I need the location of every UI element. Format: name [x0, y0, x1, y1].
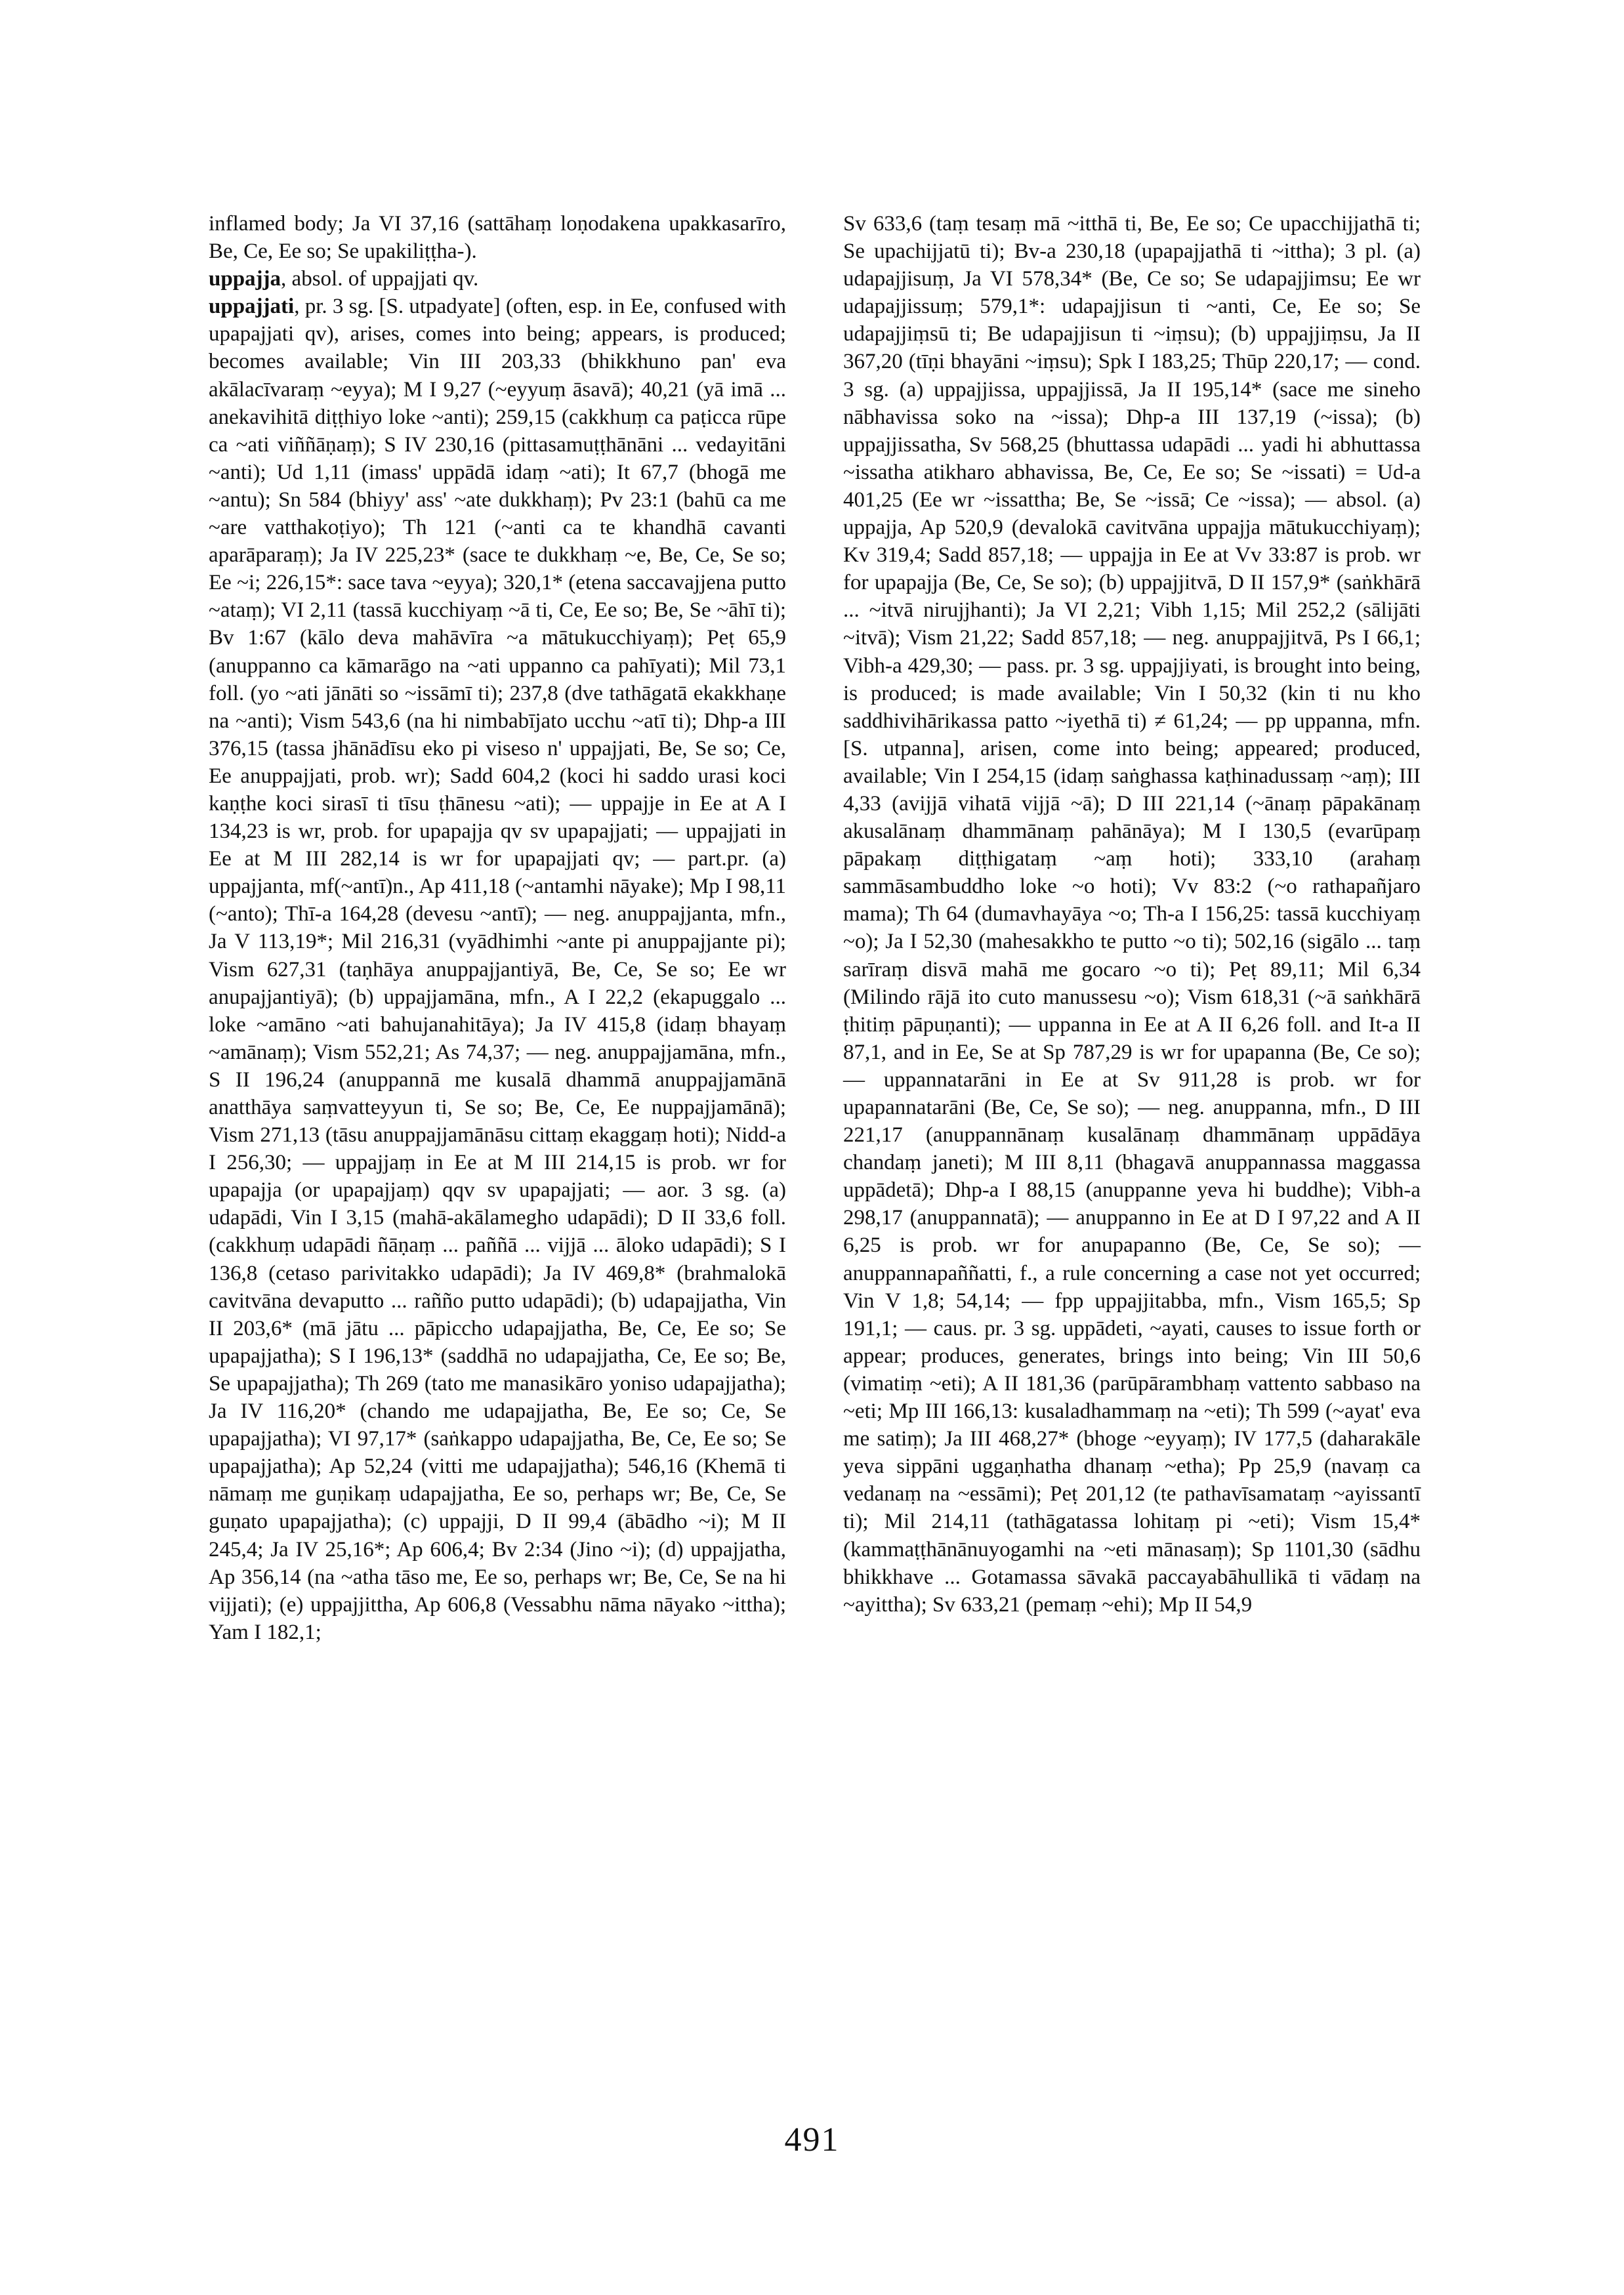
right-column-text: Sv 633,6 (taṃ tesaṃ mā ~itthā ti, Be, Ee so; Ce upacchijjathā ti; Se upachijjatū ti); Bv-a 230,18 (upapajjathā ti ~ittha); 3 pl. (a) udapajjisuṃ, Ja VI 578,34* (Be, Ce so; Se udapajjimsu; Ee wr udapajjissuṃ; 579,1*: udapajjisun ti ~anti, Ce, Ee so; Se udapajjiṃsū ti; Be udapajjisun ti ~iṃsu); (b) uppajjiṃsu, Ja II 367,20 (tīṇi bhayāni ~iṃsu); Spk I 183,25; Thūp 220,17; — cond. 3 sg. (a) uppajjissa, uppajjissā, Ja II 195,14* (sace me sineho nābhavissa soko na ~issa); Dhp-a III 137,19 (~issa); (b) uppajjissatha, Sv 568,25 (bhuttassa udapādi ... yadi hi abhuttassa ~issatha atikharo abhavissa, Be, Ce, Ee so; Se ~issati) = Ud-a 401,25 (Ee wr ~issattha; Be, Se ~issā; Ce ~issa); — absol. (a) uppajja, Ap 520,9 (devalokā cavitvāna uppajja mātukucchiyaṃ); Kv 319,4; Sadd 857,18; — uppajja in Ee at Vv 33:87 is prob. wr for upapajja (Be, Ce, Se so); (b) uppajjitvā, D II 157,9* (saṅkhārā ... ~itvā nirujjhanti); Ja VI 2,21; Vibh 1,15; Mil 252,2 (sālijāti ~itvā); Vism 21,22; Sadd 857,18; — neg. anuppajjitvā, Ps I 66,1; Vibh-a 429,30; — pass. pr. 3 sg. uppajjiyati, is brought into being, is produced; is made available; Vin I 50,32 (kin ti nu kho saddhivihārikassa patto ~iyethā ti) ≠ 61,24; — pp uppanna, mfn. [S. utpanna], arisen, come into being; appeared; produced, available; Vin I 254,15 (idaṃ saṅghassa kaṭhinadussaṃ ~aṃ); III 4,33 (avijjā vihatā vijjā ~ā); D III 221,14 (~ānaṃ pāpakānaṃ akusalānaṃ dhammānaṃ pahānāya); M I 130,5 (evarūpaṃ pāpakaṃ diṭṭhigataṃ ~aṃ hoti); 333,10 (arahaṃ sammāsambuddho loke ~o hoti); Vv 83:2 (~o rathapañjaro mama); Th 64 (dumavhayāya ~o; Th-a I 156,25: tassā kucchiyaṃ ~o); Ja I 52,30 (mahesakkho te putto ~o ti); 502,16 (sigālo ... taṃ sarīraṃ disvā mahā me gocaro ~o ti); Peṭ 89,11; Mil 6,34 (Milindo rājā ito cuto manussesu ~o); Vism 618,31 (~ā saṅkhārā ṭhitiṃ pāpuṇanti); — uppanna in Ee at A II 6,26 foll. and It-a II 87,1, and in Ee, Se at Sp 787,29 is wr for upapanna (Be, Ce so); — uppannatarāni in Ee at Sv 911,28 is prob. wr for upapannatarāni (Be, Ce, Se so); — neg. anuppanna, mfn., D III 221,17 (anuppannānaṃ kusalānaṃ dhammānaṃ uppādāya chandaṃ janeti); M III 8,11 (bhagavā anuppannassa maggassa uppādetā); Dhp-a I 88,15 (anuppanne yeva hi buddhe); Vibh-a 298,17 (anuppannatā); — anuppanno in Ee at D I 97,22 and A II 6,25 is prob. wr for anupapanno (Be, Ce, Se so); — anuppannapaññatti, f., a rule concerning a case not yet occurred; Vin V 1,8; 54,14; — fpp uppajjitabba, mfn., Vism 165,5; Sp 191,1; — caus. pr. 3 sg. uppādeti, ~ayati, causes to issue forth or appear; produces, generates, brings into being; Vin III 50,6 (vimatiṃ ~eti); A II 181,36 (parūpārambhaṃ vattento sabbaso na ~eti; Mp III 166,13: kusaladhammaṃ na ~eti); Th 599 (~ayat' eva me satiṃ); Ja III 468,27* (bhoge ~eyyaṃ); IV 177,5 (daharakāle yeva sippāni uggaṇhatha dhanaṃ ~etha); Pp 25,9 (navaṃ ca vedanaṃ na ~essāmi); Peṭ 201,12 (te pathavīsamataṃ ~ayissantī ti); Mil 214,11 (tathāgatassa lohitaṃ pi ~eti); Vism 15,4* (kammaṭṭhānānuyogamhi na ~eti mānasaṃ); Sp 1101,30 (sādhu bhikkhave ... Gotamassa sāvakā paccayabāhullikā ti vādaṃ na ~ayittha); Sv 633,21 (pemaṃ ~ehi); Mp II 54,9 — [843, 212, 1421, 1617]
entry-uppajjati — [209, 293, 786, 1646]
right-column — [843, 210, 1421, 1619]
entry-uppajja — [209, 265, 786, 293]
entry-uppajjati-body: , pr. 3 sg. [S. utpadyate] (often, esp. in Ee, confused with upapajjati qv), arises, comes into being; appears, is produced; becomes available; Vin III 203,33 (bhikkhuno pan' eva akālacīvaraṃ ~eyya); M I 9,27 (~eyyuṃ āsavā); 40,21 (yā imā ... anekavihitā diṭṭhiyo loke ~anti); 259,15 (cakkhuṃ ca paṭicca rūpe ca ~ati viññāṇaṃ); S IV 230,16 (pittasamuṭṭhānāni ... vedayitāni ~anti); Ud 1,11 (imass' uppādā idaṃ ~ati); It 67,7 (bhogā me ~antu); Sn 584 (bhiyy' ass' ~ate dukkhaṃ); Pv 23:1 (bahū ca me ~are vatthakoṭiyo); Th 121 (~anti ca te khandhā cavanti aparāparaṃ); Ja IV 225,23* (sace te dukkhaṃ ~e, Be, Ce, Se so; Ee ~i; 226,15*: sace tava ~eyya); 320,1* (etena saccavajjena putto ~ataṃ); VI 2,11 (tassā kucchiyaṃ ~ā ti, Ce, Ee so; Be, Se ~āhī ti); Bv 1:67 (kālo deva mahāvīra ~a mātukucchiyaṃ); Peṭ 65,9 (anuppanno ca kāmarāgo na ~ati uppanno ca pahīyati); Mil 73,1 foll. (yo ~ati jānāti so ~issāmī ti); 237,8 (dve tathāgatā ekakkhaṇe na ~anti); Vism 543,6 (na hi nimbabījato ucchu ~atī ti); Dhp-a III 376,15 (tassa jhānādīsu eko pi viseso n' uppajjati, Be, Se so; Ce, Ee anuppajjati, prob. wr); Sadd 604,2 (koci hi saddo urasi koci kaṇṭhe koci sirasī ti tīsu ṭhānesu ~ati); — uppajje in Ee at A I 134,23 is wr, prob. for upapajja qv sv upapajjati; — uppajjati in Ee at M III 282,14 is wr for upapajjati qv; — part.pr. (a) uppajjanta, mf(~antī)n., Ap 411,18 (~antamhi nāyake); Mp I 98,11 (~anto); Thī-a 164,28 (devesu ~antī); — neg. anuppajjanta, mfn., Ja V 113,19*; Mil 216,31 (vyādhimhi ~ante pi anuppajjante pi); Vism 627,31 (taṇhāya anuppajjantiyā, Be, Ce, Se so; Ee wr anupajjantiyā); (b) uppajjamāna, mfn., A I 22,2 (ekapuggalo ... loke ~amāno ~ati bahujanahitāya); Ja IV 415,8 (idaṃ bhayaṃ ~amānaṃ); Vism 552,21; As 74,37; — neg. anuppajjamāna, mfn., S II 196,24 (anuppannā me kusalā dhammā anuppajjamānā anatthāya saṃvatteyyun ti, Se so; Be, Ce, Ee nuppajjamānā); Vism 271,13 (tāsu anuppajjamānāsu cittaṃ ekaggaṃ hoti); Nidd-a I 256,30; — uppajjaṃ in Ee at M III 214,15 is prob. wr for upapajja (or upapajjaṃ) qqv sv upapajjati; — aor. 3 sg. (a) udapādi, Vin I 3,15 (mahā-akālamegho udapādi); D II 33,6 foll. (cakkhuṃ udapādi ñāṇaṃ ... paññā ... vijjā ... āloko udapādi); S I 136,8 (cetaso parivitakko udapādi); Ja IV 469,8* (brahmalokā cavitvāna devaputto ... rañño putto udapādi); (b) udapajjatha, Vin II 203,6* (mā jātu ... pāpiccho udapajjatha, Be, Ce, Ee so; Se upapajjatha); S I 196,13* (saddhā no udapajjatha, Ce, Ee so; Be, Se upapajjatha); Th 269 (tato me manasikāro yoniso udapajjatha); Ja IV 116,20* (chando me udapajjatha, Be, Ee so; Ce, Se upapajjatha); VI 97,17* (saṅkappo udapajjatha, Be, Ce, Ee so; Se upapajjatha); Ap 52,24 (vitti me udapajjatha); 546,16 (Khemā ti nāmaṃ me guṇikaṃ udapajjatha, Ee so, perhaps wr; Be, Ce, Se guṇato upapajjatha); (c) uppajji, D II 99,4 (ābādho ~i); M II 245,4; Ja IV 25,16*; Ap 606,4; Bv 2:34 (Jino ~i); (d) uppajjatha, Ap 356,14 (na ~atha tāso me, Ee so, perhaps wr; Be, Ce, Se na hi vijjati); (e) uppajjittha, Ap 606,8 (Vessabhu nāma nāyako ~ittha); Yam I 182,1; — [209, 295, 786, 1644]
headword-uppajjati: uppajjati — [209, 295, 295, 319]
entry-uppajja-body: , absol. of uppajjati qv. — [281, 267, 479, 291]
continuation-entry: inflamed body; Ja VI 37,16 (sattāhaṃ loṇodakena upakkasarīro, Be, Ce, Ee so; Se upakiliṭṭha-). — [209, 212, 786, 264]
page-number: 491 — [784, 2121, 840, 2159]
left-column — [209, 210, 786, 1646]
headword-uppajja: uppajja — [209, 267, 281, 291]
